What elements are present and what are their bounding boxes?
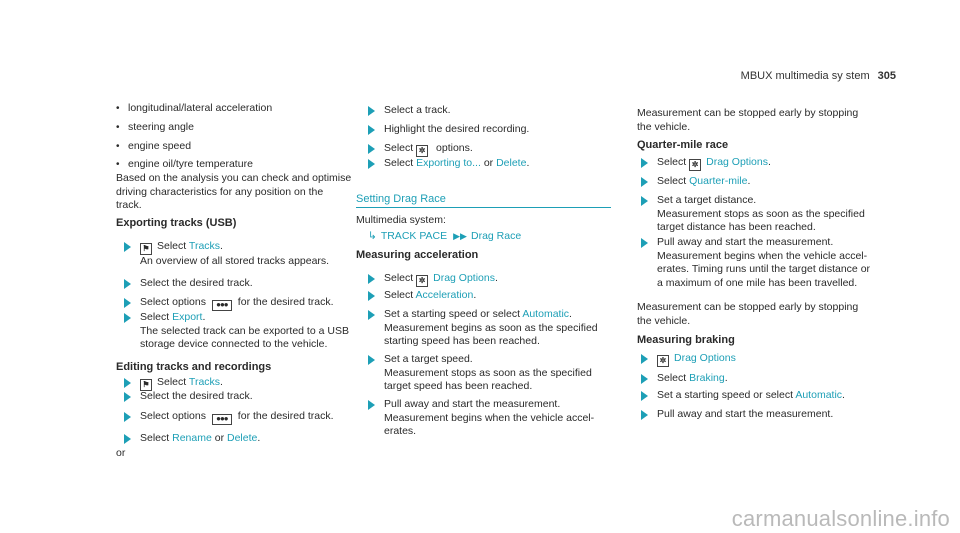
rename-link[interactable]: Rename [172,432,212,444]
chevron-right-icon: ▶▶ [453,231,467,241]
stop-note-2: Measurement can be stopped early by stopping the vehicle. [637,301,859,327]
step-arrow-icon [124,313,131,323]
delete-link[interactable]: Delete [226,432,258,444]
quarter-mile-heading: Quarter-mile race [637,139,729,151]
accel-step-4: Set a target speed. Measurement stops as soon as the specified target speed has been reached. [384,353,592,394]
braking-heading: Measuring braking [637,334,735,346]
quarter-step-2: Select Quarter-mile. [657,175,750,189]
track-pace-link[interactable]: TRACK PACE [380,230,448,242]
accel-step-2: Select Acceleration. [384,289,476,303]
edit-heading: Editing tracks and recordings [116,361,272,373]
bullet-item: • longitudinal/lateral acceleration [128,102,272,116]
path-arrow-icon: ↳ [368,230,377,242]
step-arrow-icon [641,158,648,168]
settings-gear-icon: ✲ [416,275,428,287]
tracks-link[interactable]: Tracks [188,240,221,252]
braking-step-4: Pull away and start the measurement. [657,408,833,422]
track-step-2: Highlight the desired recording. [384,123,529,137]
drag-options-link[interactable]: Drag Options [674,352,736,364]
step-arrow-icon [368,144,375,154]
step-arrow-icon [368,291,375,301]
accel-step-1: Select ✲ Drag Options. [384,272,498,287]
step-arrow-icon [368,355,375,365]
export-step-4: Select Export. The selected track can be exported to a USB storage device connected to the vehicle. [140,311,349,352]
watermark: carmanualsonline.info [731,505,950,531]
settings-gear-icon: ✲ [689,159,701,171]
step-arrow-icon [641,410,648,420]
automatic-link[interactable]: Automatic [795,389,843,401]
header-title: MBUX multimedia sy stem [740,70,870,82]
braking-step-1 [657,352,736,367]
menu-path [368,230,521,244]
page-number: 305 [877,70,896,82]
options-dots-icon: ●●● [212,414,232,425]
analysis-paragraph: Based on the analysis you can check and optimise driving characteristics for any position on the track. [116,172,352,211]
automatic-link[interactable]: Automatic [522,308,570,320]
tracks-link[interactable]: Tracks [188,376,221,388]
braking-link[interactable]: Braking [689,372,725,384]
step-arrow-icon [368,274,375,284]
step-arrow-icon [124,378,131,388]
step-arrow-icon [641,196,648,206]
step-arrow-icon [368,125,375,135]
braking-step-3: Set a starting speed or select Automatic. [657,389,845,403]
export-step-1: ⚑ Select Tracks. An overview of all stored tracks appears. [140,240,329,269]
stop-note-1: Measurement can be stopped early by stopping the vehicle. [637,107,859,133]
track-step-3: Select ✲ options. [384,142,473,157]
quarter-mile-link[interactable]: Quarter-mile [689,175,748,187]
step-arrow-icon [124,298,131,308]
step-arrow-icon [368,159,375,169]
step-arrow-icon [641,177,648,187]
drag-race-link[interactable]: Drag Race [470,230,522,242]
quarter-step-3: Set a target distance. Measurement stops as soon as the specified target distance has been reached. [657,194,865,235]
step-arrow-icon [641,391,648,401]
track-step-1: Select a track. [384,104,451,118]
step-arrow-icon [641,354,648,364]
tracks-icon: ⚑ [140,379,152,391]
step-arrow-icon [368,400,375,410]
edit-step-3: Select options ●●● for the desired track. [140,410,334,425]
section-divider [356,207,611,208]
export-step-2: Select the desired track. [140,277,253,291]
step-arrow-icon [368,106,375,116]
settings-gear-icon: ✲ [416,145,428,157]
accel-heading: Measuring acceleration [356,249,479,261]
braking-step-2: Select Braking. [657,372,728,386]
drag-race-section-title: Setting Drag Race [356,193,446,205]
acceleration-link[interactable]: Acceleration [415,289,474,301]
edit-step-4: Select Rename or Delete. [140,432,260,446]
bullet-item: • engine speed [128,140,191,154]
drag-options-link[interactable]: Drag Options [706,156,768,168]
step-arrow-icon [368,310,375,320]
export-heading: Exporting tracks (USB) [116,217,237,229]
tracks-icon: ⚑ [140,243,152,255]
accel-step-5: Pull away and start the measurement. Measurement begins when the vehicle accel- erates. [384,398,594,439]
step-arrow-icon [641,238,648,248]
drag-options-link[interactable]: Drag Options [433,272,495,284]
bullet-item: • engine oil/tyre temperature [128,158,253,172]
or-text: or [116,447,126,459]
options-dots-icon: ●●● [212,300,232,311]
edit-step-2: Select the desired track. [140,390,253,404]
exporting-to-link[interactable]: Exporting to... [416,157,481,169]
export-link[interactable]: Export [172,311,203,323]
edit-step-1: ⚑ Select Tracks. [140,376,223,391]
bullet-item: • steering angle [128,121,194,135]
quarter-step-4: Pull away and start the measurement. Measurement begins when the vehicle accel- erates. Timing runs until the target distance or a maximum of one mile has been travelled. [657,236,870,290]
step-arrow-icon [124,412,131,422]
track-step-4: Select Exporting to... or Delete. [384,157,529,171]
delete-link[interactable]: Delete [496,157,527,169]
settings-gear-icon: ✲ [657,355,669,367]
step-arrow-icon [124,392,131,402]
step-arrow-icon [124,242,131,252]
page-header [741,70,896,84]
step-arrow-icon [124,434,131,444]
step-arrow-icon [124,279,131,289]
step-arrow-icon [641,374,648,384]
export-step-3: Select options ●●● for the desired track. [140,296,334,311]
accel-step-3: Set a starting speed or select Automatic. Measurement begins as soon as the specified starting speed has been reached. [384,308,598,349]
multimedia-label: Multimedia system: [356,214,446,226]
quarter-step-1: Select ✲ Drag Options. [657,156,771,171]
